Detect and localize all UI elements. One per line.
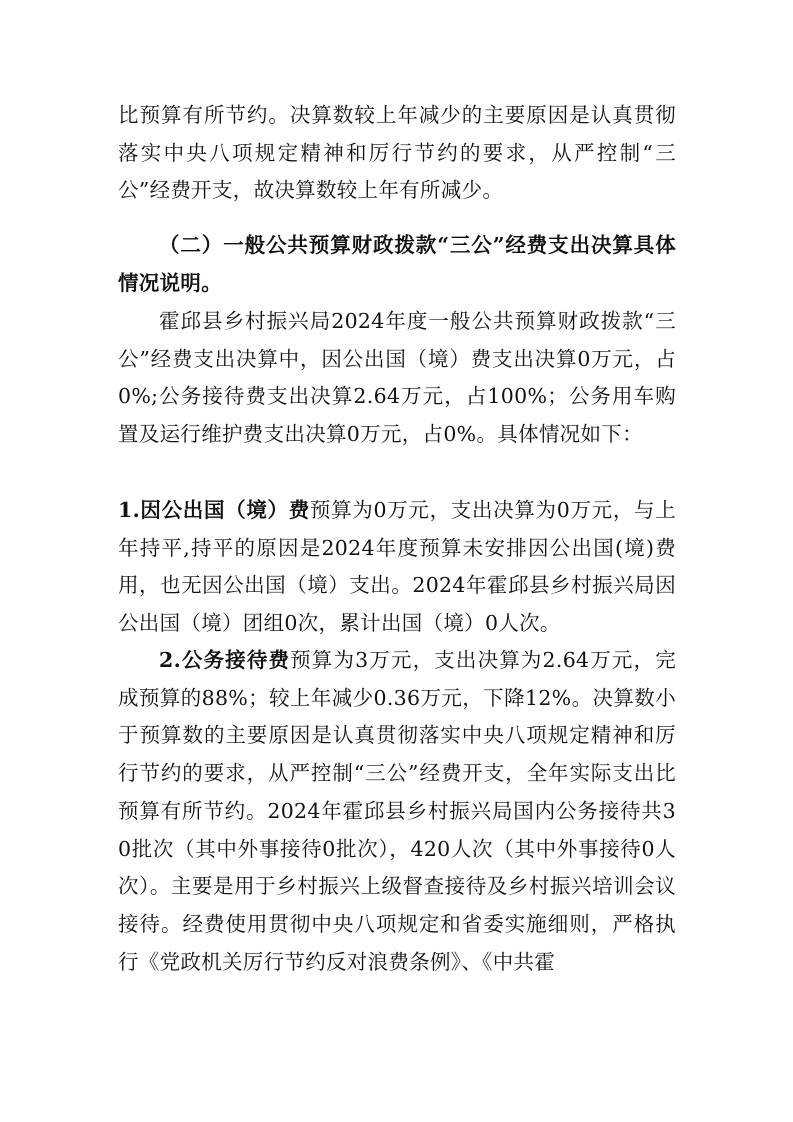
item-lead-overseas-travel: 1.因公出国（境）费 bbox=[118, 498, 310, 522]
item-lead-official-reception: 2.公务接待费 bbox=[159, 648, 291, 672]
paragraph-text: 霍邱县乡村振兴局2024年度一般公共预算财政拨款“三公”经费支出决算中，因公出国（境）费支出决算0万元，占0%;公务接待费支出决算2.64万元，占100%；公务用车购置及运行维护费支出决算0万元，占0%。具体情况如下： bbox=[118, 309, 676, 447]
paragraph-expense-breakdown bbox=[118, 303, 676, 454]
paragraph-overseas-travel bbox=[118, 492, 676, 643]
paragraph-savings-summary bbox=[118, 97, 676, 210]
paragraph-text: 比预算有所节约。决算数较上年减少的主要原因是认真贯彻落实中央八项规定精神和厉行节约的要求，从严控制“三公”经费开支，故决算数较上年有所减少。 bbox=[118, 103, 676, 203]
paragraph-official-reception bbox=[118, 642, 676, 981]
section-heading-three-public-expenses bbox=[118, 227, 676, 302]
paragraph-text: 预算为0万元，支出决算为0万元，与上年持平,持平的原因是2024年度预算未安排因公出国(境)费用，也无因公出国（境）支出。2024年霍邱县乡村振兴局因公出国（境）团组0次，累计出国（境）0人次。 bbox=[118, 498, 677, 636]
paragraph-text: 预算为3万元，支出决算为2.64万元，完成预算的88%；较上年减少0.36万元，下降12%。决算数小于预算数的主要原因是认真贯彻落实中央八项规定精神和厉行节约的要求，从严控制“三公”经费开支，全年实际支出比预算有所节约。2024年霍邱县乡村振兴局国内公务接待共30批次（其中外事接待0批次），420人次（其中外事接待0人次）。主要是用于乡村振兴上级督查接待及乡村振兴培训会议接待。经费使用贯彻中央八项规定和省委实施细则，严格执行《党政机关厉行节约反对浪费条例》、《中共霍 bbox=[118, 648, 676, 974]
section-heading-text: （二）一般公共预算财政拨款“三公”经费支出决算具体情况说明。 bbox=[118, 233, 676, 295]
